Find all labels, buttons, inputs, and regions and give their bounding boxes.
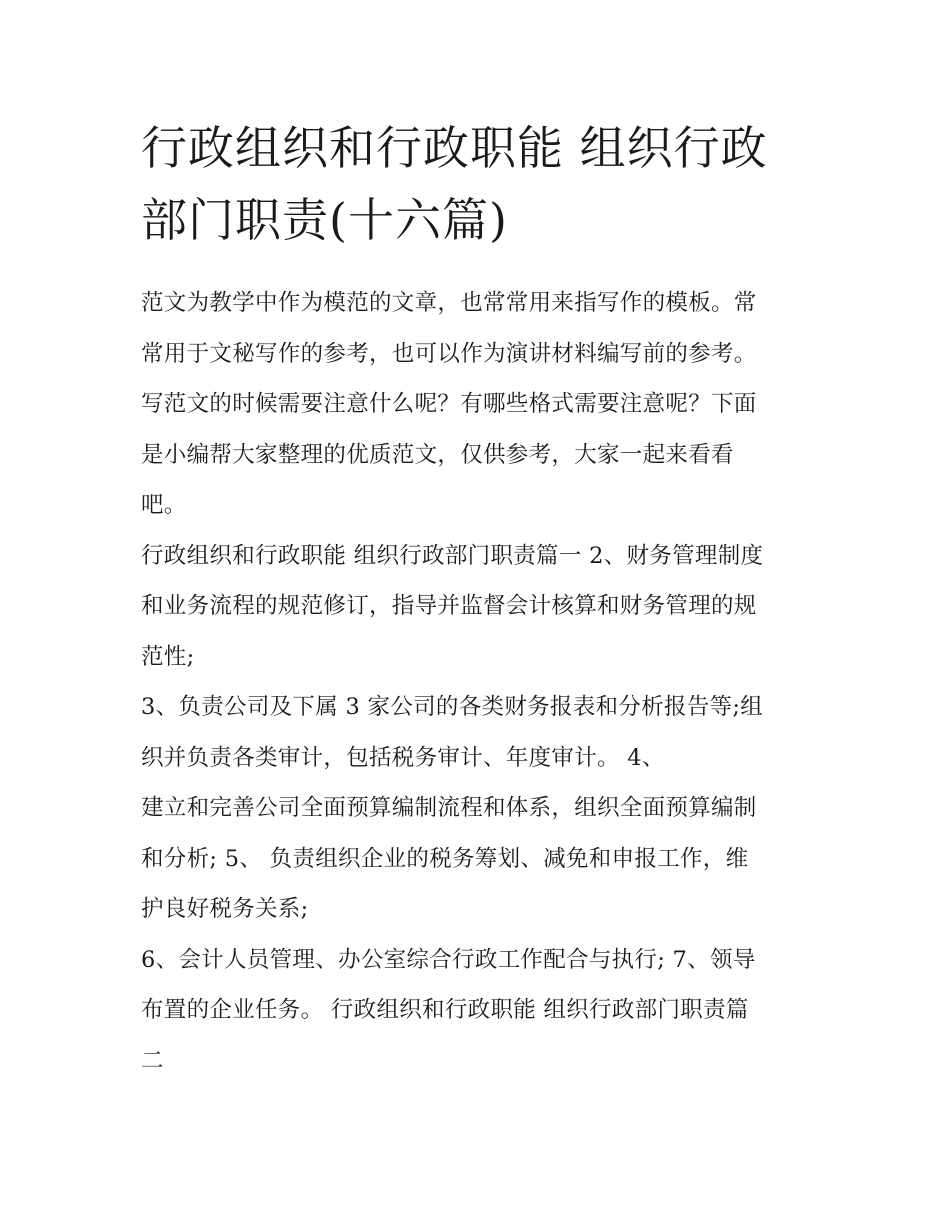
- body-line: 3、负责公司及下属 3 家公司的各类财务报表和分析报告等;组: [141, 694, 764, 720]
- body-line: 6、会计人员管理、办公室综合行政工作配合与执行; 7、领导: [141, 946, 756, 973]
- body-line: 吧。: [141, 492, 187, 518]
- body-line: 建立和完善公司全面预算编制流程和体系，组织全面预算编制: [141, 795, 757, 821]
- body-line: 和分析; 5、 负责组织企业的税务筹划、减免和申报工作，维: [141, 845, 749, 872]
- title-line: 部门职责(十六篇): [141, 193, 508, 247]
- body-line: 范性;: [141, 643, 195, 670]
- body-line: 是小编帮大家整理的优质范文，仅供参考，大家一起来看看: [141, 441, 734, 468]
- title-line: 行政组织和行政职能 组织行政: [141, 121, 768, 175]
- body-line: 织并负责各类审计，包括税务审计、年度审计。 4、: [141, 744, 665, 771]
- body-line: 和业务流程的规范修订，指导并监督会计核算和财务管理的规: [141, 593, 757, 619]
- document-page: [141, 112, 821, 1086]
- body-line: 范文为教学中作为模范的文章，也常常用来指写作的模板。常: [141, 290, 757, 316]
- body-line: 行政组织和行政职能 组织行政部门职责篇一 2、财务管理制度: [141, 542, 764, 569]
- body-line: 写范文的时候需要注意什么呢？有哪些格式需要注意呢？下面: [141, 391, 757, 417]
- document-title: [141, 112, 821, 256]
- body-line: 布置的企业任务。 行政组织和行政职能 组织行政部门职责篇: [141, 997, 749, 1023]
- body-line: 二: [141, 1047, 164, 1074]
- body-line: 护良好税务关系;: [141, 896, 309, 922]
- body-line: 常用于文秘写作的参考，也可以作为演讲材料编写前的参考。: [141, 340, 757, 367]
- document-body: [141, 278, 821, 1086]
